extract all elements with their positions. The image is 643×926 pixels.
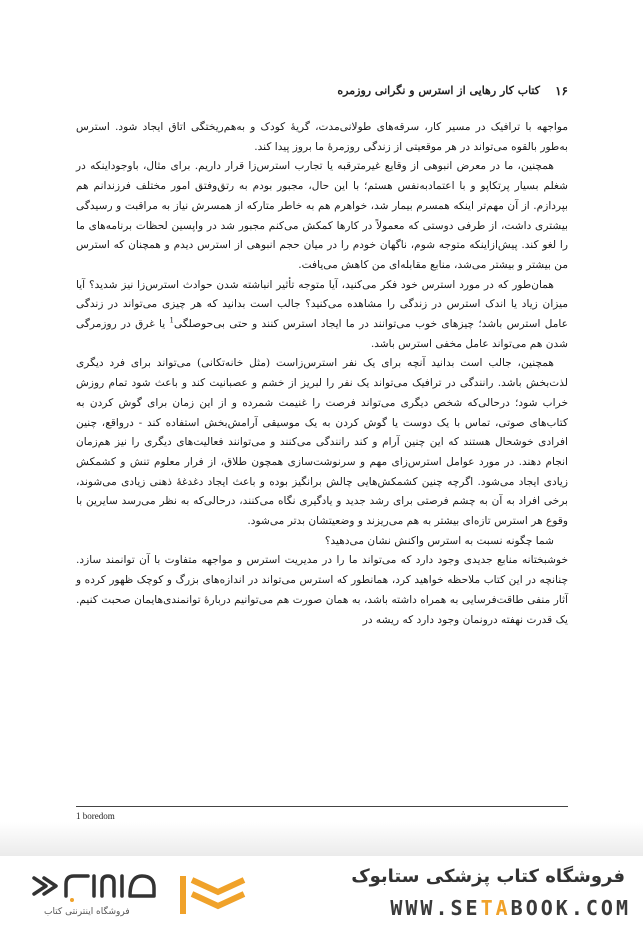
footnote-divider	[76, 806, 568, 807]
page-fade	[0, 822, 643, 856]
store-url-accent: TA	[480, 896, 511, 920]
paragraph: همچنین، ما در معرض انبوهی از وقایع غیرمترقبه یا تجارب استرس‌زا قرار داریم. برای مثال، باوجوداینکه در شغلم بسیار پرتکاپو و با اعتمادبه‌نفس هستم؛ با این حال، مجبور بودم به رتق‌وفتق امور مختلف فرزندانم هم بپردازم. از آن مهم‌تر اینکه همسرم بیمار شد، خواهرم هم به خاطر متارکه از همسرش نیاز به مراقبت و رسیدگی بیشتری داشت، از طرفی دوستی که معمولاً در کارها کمکش می‌کنم مجبور شد در واپسین لحظات برنامه‌های ما را لغو کند. پیش‌ازاینکه متوجه شوم، ناگهان خودم را در میان حجم انبوهی از استرس دیدم و همچنان که استرس من بیشتر و بیشتر می‌شد، منابع مقابله‌ای من کاهش می‌یافت.	[76, 160, 568, 271]
paragraph-text: یا غرق در روزمرگی شدن هم می‌تواند عامل مخفی استرس باشد.	[76, 318, 568, 350]
store-url-prefix: WWW.SE	[390, 896, 481, 920]
running-title: کتاب کار رهایی از استرس و نگرانی روزمره	[337, 84, 540, 97]
paragraph-question: شما چگونه نسبت به استرس واکنش نشان می‌دهید؟	[324, 534, 554, 547]
paragraph-text: همان‌طور که در مورد استرس خود فکر می‌کنید، آیا متوجه تأثیر انباشته شدن حوادث استرس‌زا نیز شدید؟ آیا میزان زیاد یا اندک استرس در زندگی را مشاهده می‌کنید؟ جالب است بدانید که هر چیزی می‌تواند در زندگی عامل استرس باشد؛ چیزهای خوب می‌توانند در ما ایجاد استرس کنند و حتی بی‌حوصلگی	[76, 278, 568, 331]
book-chevron-icon	[180, 874, 246, 916]
setabook-logo-wordmark	[28, 868, 168, 904]
store-banner[interactable]	[0, 856, 643, 926]
footnote-reference[interactable]: 1	[169, 316, 174, 325]
logo-tagline: فروشگاه اینترنتی کتاب	[44, 907, 130, 917]
store-url-link[interactable]	[390, 896, 631, 920]
paragraph: خوشبختانه منابع جدیدی وجود دارد که می‌تواند ما را در مدیریت استرس و مواجهه متفاوت با آن توانمند سازد. چنانچه در این کتاب ملاحظه خواهید کرد، همانطور که استرس می‌تواند در اندازه‌های بزرگ و کوچک ظهور کرده و آثار منفی طاقت‌فرسایی به همراه داشته باشد، به همان صورت هم می‌توانیم دربارهٔ توانمندی‌هایمان صحبت کنیم. یک قدرت نهفته درونمان وجود دارد که ریشه در	[76, 554, 568, 626]
page-number: ۱۶	[555, 84, 568, 98]
logo-dot	[70, 898, 74, 902]
store-url-suffix: BOOK.COM	[510, 896, 631, 920]
paragraph: همچنین، جالب است بدانید آنچه برای یک نفر استرس‌زاست (مثل خانه‌تکانی) می‌تواند برای فرد دیگری لذت‌بخش باشد. رانندگی در ترافیک می‌تواند یک نفر را لبریز از خشم و عصبانیت کند و باعث شود تمام روزش خراب شود؛ درحالی‌که شخص دیگری می‌تواند فرصت را غنیمت شمرده و از این زمان برای گوش کردن به کتاب‌های صوتی، تماس با یک دوست یا گوش کردن به یک موسیقی آرامش‌بخش استفاده کند - درواقع، چنین افرادی خوشحال هستند که این چنین آرام و کند رانندگی می‌کنند و می‌توانند فعالیت‌های دیگری را نیز هم‌زمان انجام دهند. در مورد عوامل استرس‌زای مهم و سرنوشت‌سازی همچون طلاق، از فرار معلوم تنش و کشمکش زیادی ایجاد می‌شود. اگرچه چنین کشمکش‌هایی چالش برانگیز بوده و باعث ایجاد دغدغهٔ ذهنی زیادی می‌شوند، برخی افراد به آن به چشم فرصتی برای رشد جدید و یادگیری نگاه می‌کنند، درحالی‌که به نظر می‌رسد سایرین با وقوع هر استرس تازه‌ای بیشتر به هم می‌ریزند و وضعیتشان بدتر می‌شود.	[76, 357, 568, 528]
body-text	[76, 118, 568, 630]
paragraph	[76, 276, 568, 355]
paragraph: مواجهه با ترافیک در مسیر کار، سرقه‌های طولانی‌مدت، گریهٔ کودک و به‌هم‌ریختگی اتاق ایجاد شود. استرس به‌طور بالقوه می‌تواند در هر موقعیتی از زندگی روزمرهٔ ما بروز پیدا کند.	[76, 121, 568, 153]
running-header	[76, 84, 568, 102]
store-name: فروشگاه کتاب پزشکی ستابوک	[351, 866, 625, 887]
footnote: 1 boredom	[76, 811, 115, 821]
